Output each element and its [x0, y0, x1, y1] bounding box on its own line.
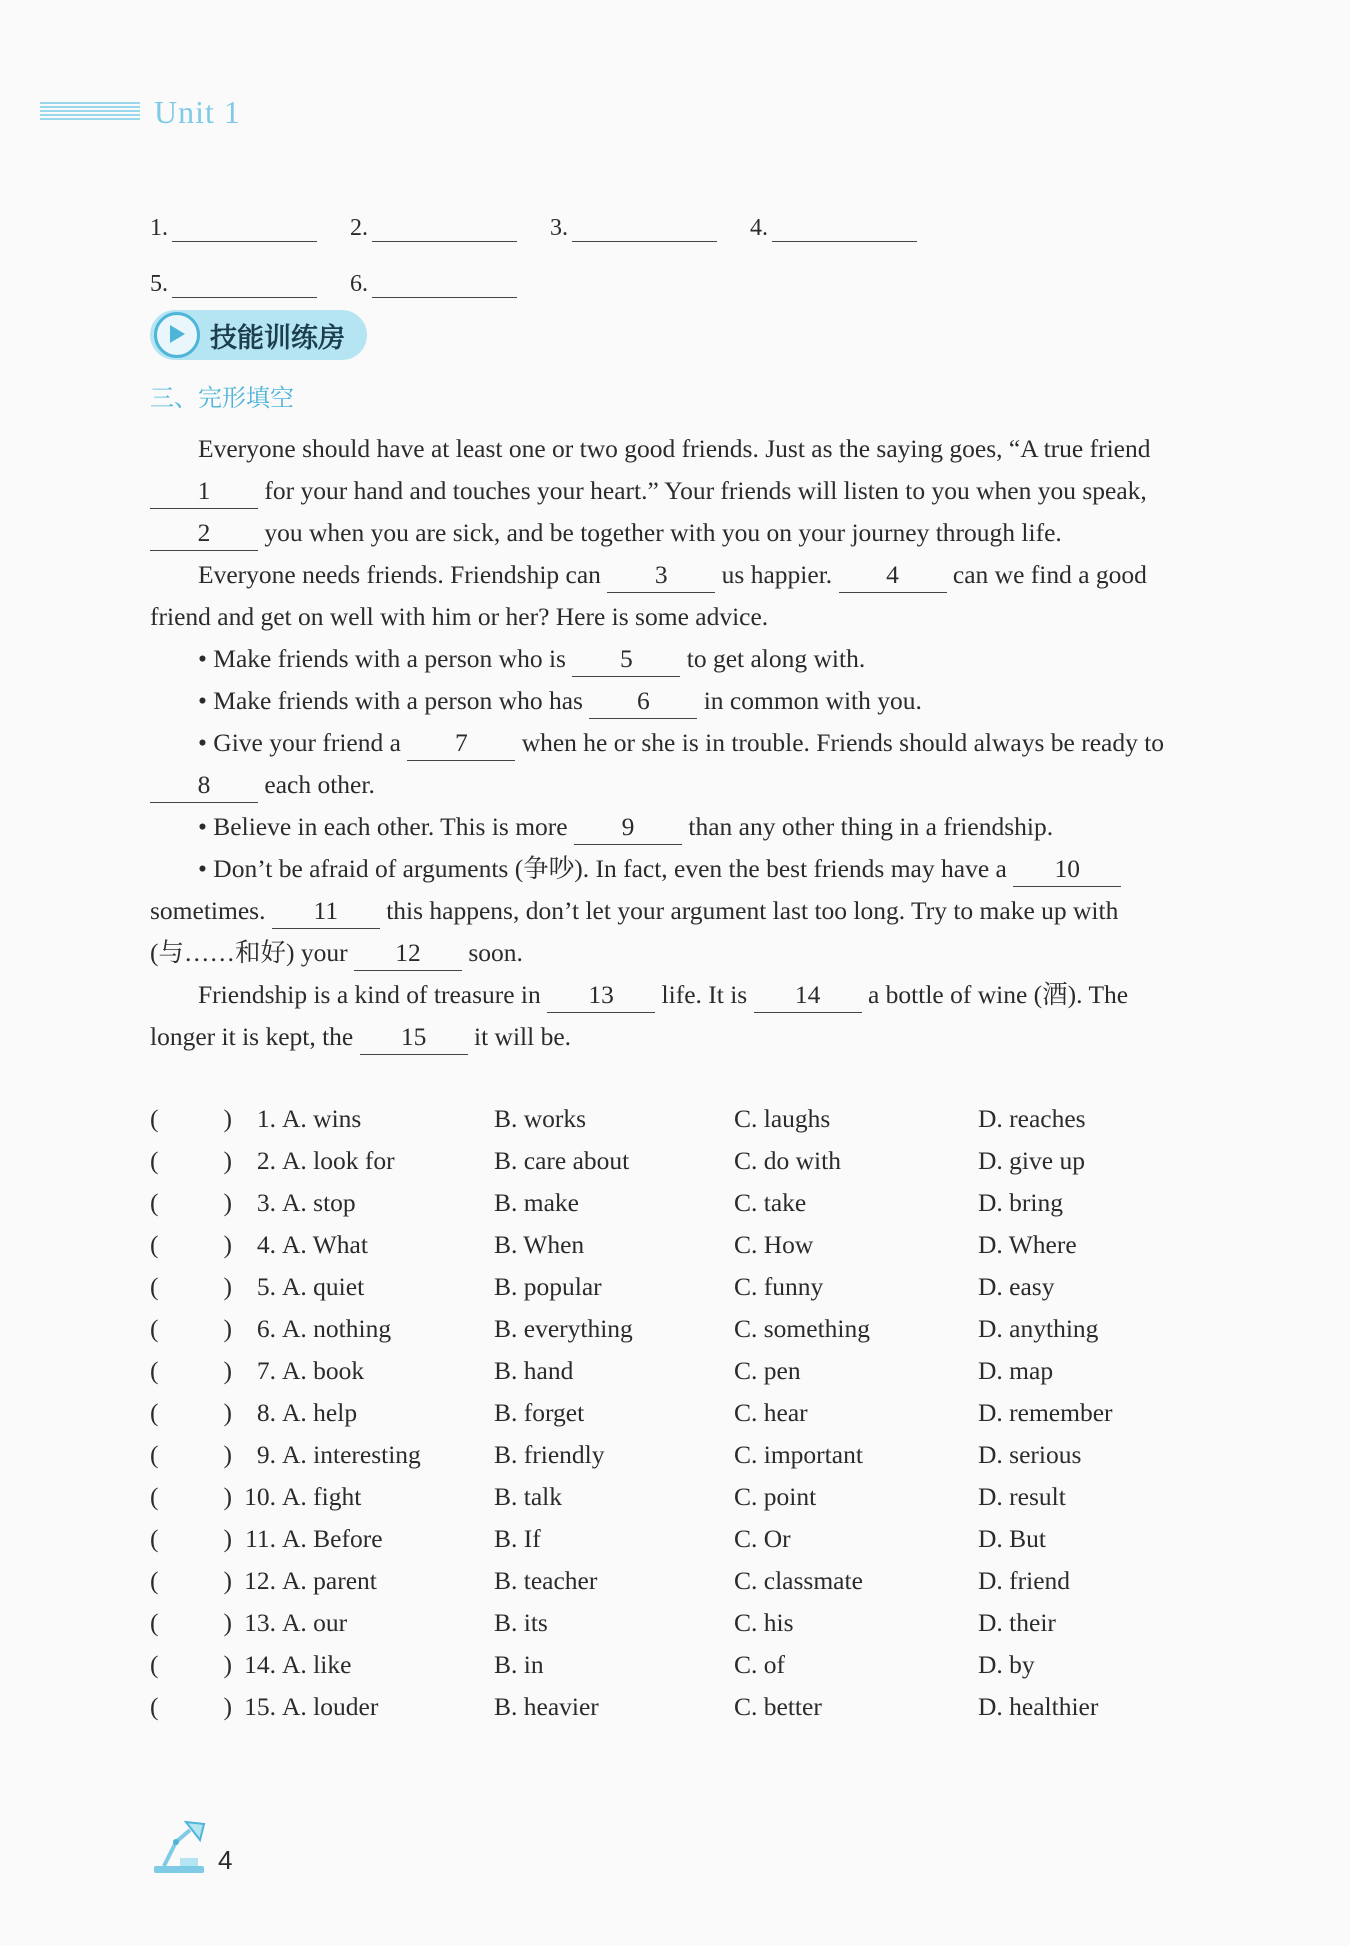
option-a: A. stop — [282, 1188, 356, 1217]
answer-bracket[interactable] — [150, 1272, 240, 1302]
option-c: C. classmate — [734, 1566, 863, 1595]
option-d: D. reaches — [978, 1104, 1086, 1133]
option-b: B. forget — [494, 1398, 585, 1427]
bracket-close: ) — [223, 1650, 232, 1679]
cloze-blank: 7 — [407, 726, 515, 761]
question-row — [150, 1686, 1200, 1728]
answer-bracket[interactable] — [150, 1650, 240, 1680]
answer-bracket[interactable] — [150, 1608, 240, 1638]
cloze-blank: 2 — [150, 516, 258, 551]
answer-label: 4. — [750, 215, 768, 241]
question-row — [150, 1266, 1200, 1308]
answer-label: 6. — [350, 271, 368, 297]
option-d: D. anything — [978, 1314, 1099, 1343]
bracket-close: ) — [223, 1608, 232, 1637]
bracket-open: ( — [150, 1272, 159, 1301]
passage-text: this happens, don’t let your argument last too long. Try to make up with (与……和好) your — [150, 896, 1119, 967]
cloze-blank: 1 — [150, 474, 258, 509]
passage-text: a bottle of wine (酒). The longer it is kept, the — [150, 980, 1129, 1051]
play-icon — [154, 312, 200, 358]
answer-blanks — [150, 186, 1050, 298]
bracket-close: ) — [223, 1104, 232, 1133]
passage-text: you when you are sick, and be together with you on your journey through life. — [258, 518, 1062, 547]
cloze-blank: 11 — [272, 894, 380, 929]
bracket-close: ) — [223, 1188, 232, 1217]
cloze-blank: 4 — [839, 558, 947, 593]
passage-text: Everyone needs friends. Friendship can — [198, 560, 608, 589]
bracket-close: ) — [223, 1692, 232, 1721]
bracket-close: ) — [223, 1272, 232, 1301]
cloze-blank: 9 — [574, 810, 682, 845]
answer-input[interactable] — [772, 217, 917, 242]
paragraph — [150, 974, 1180, 1058]
passage-text: when he or she is in trouble. Friends should always be ready to — [515, 728, 1165, 757]
bracket-close: ) — [223, 1482, 232, 1511]
option-a: A. interesting — [282, 1440, 421, 1469]
option-d: D. map — [978, 1356, 1054, 1385]
section-title: 三、完形填空 — [150, 384, 294, 412]
answer-bracket[interactable] — [150, 1398, 240, 1428]
question-row — [150, 1392, 1200, 1434]
option-a: A. like — [282, 1650, 352, 1679]
option-d: D. their — [978, 1608, 1056, 1637]
option-c: C. important — [734, 1440, 863, 1469]
option-a: A. What — [282, 1230, 368, 1259]
page-number: 4 — [218, 1845, 233, 1875]
answer-input[interactable] — [172, 217, 317, 242]
option-b: B. everything — [494, 1314, 633, 1343]
option-d: D. Where — [978, 1230, 1077, 1259]
bracket-open: ( — [150, 1524, 159, 1553]
cloze-blank: 14 — [754, 978, 862, 1013]
bracket-open: ( — [150, 1440, 159, 1469]
question-number: 5. — [256, 1272, 276, 1301]
answer-bracket[interactable] — [150, 1440, 240, 1470]
question-row — [150, 1518, 1200, 1560]
bracket-open: ( — [150, 1104, 159, 1133]
answer-bracket[interactable] — [150, 1482, 240, 1512]
answer-item — [750, 215, 950, 242]
desk-lamp-icon — [150, 1818, 212, 1876]
answer-row — [150, 242, 1050, 298]
option-b: B. teacher — [494, 1566, 598, 1595]
question-number: 14. — [244, 1650, 276, 1679]
answer-bracket[interactable] — [150, 1230, 240, 1260]
option-c: C. point — [734, 1482, 817, 1511]
option-b: B. If — [494, 1524, 541, 1553]
bracket-open: ( — [150, 1482, 159, 1511]
answer-bracket[interactable] — [150, 1104, 240, 1134]
option-d: D. by — [978, 1650, 1035, 1679]
cloze-blank: 12 — [354, 936, 462, 971]
passage-text: in common with you. — [697, 686, 922, 715]
passage-text: Everyone should have at least one or two good friends. Just as the saying goes, “A true friend — [198, 434, 1151, 463]
option-b: B. friendly — [494, 1440, 605, 1469]
option-c: C. of — [734, 1650, 785, 1679]
option-c: C. How — [734, 1230, 814, 1259]
option-b: B. care about — [494, 1146, 630, 1175]
option-a: A. our — [282, 1608, 348, 1637]
option-b: B. hand — [494, 1356, 574, 1385]
answer-label: 5. — [150, 271, 168, 297]
option-d: D. remember — [978, 1398, 1113, 1427]
question-number: 11. — [245, 1524, 276, 1553]
bracket-open: ( — [150, 1314, 159, 1343]
option-a: A. wins — [282, 1104, 362, 1133]
answer-label: 3. — [550, 215, 568, 241]
question-number: 10. — [244, 1482, 276, 1511]
option-c: C. take — [734, 1188, 807, 1217]
banner-title: 技能训练房 — [210, 322, 345, 354]
options-list — [150, 1098, 1200, 1728]
option-b: B. in — [494, 1650, 544, 1679]
answer-item — [350, 215, 550, 242]
passage-text: can we find a good friend and get on well with him or her? Here is some advice. — [150, 560, 1147, 631]
bracket-open: ( — [150, 1692, 159, 1721]
page-footer — [150, 1818, 232, 1876]
question-number: 8. — [256, 1398, 276, 1427]
option-d: D. give up — [978, 1146, 1085, 1175]
answer-bracket[interactable] — [150, 1566, 240, 1596]
question-row — [150, 1182, 1200, 1224]
answer-input[interactable] — [172, 273, 317, 298]
passage-text: Friendship is a kind of treasure in — [198, 980, 548, 1009]
question-number: 3. — [256, 1188, 276, 1217]
answer-bracket[interactable] — [150, 1146, 240, 1176]
option-c: C. laughs — [734, 1104, 831, 1133]
answer-bracket[interactable] — [150, 1692, 240, 1722]
advice-item — [150, 806, 1180, 848]
option-c: C. funny — [734, 1272, 824, 1301]
advice-item — [150, 848, 1180, 974]
answer-input[interactable] — [372, 217, 517, 242]
option-b: B. make — [494, 1188, 579, 1217]
option-d: D. But — [978, 1524, 1047, 1553]
bracket-open: ( — [150, 1650, 159, 1679]
bracket-open: ( — [150, 1566, 159, 1595]
passage-text: • Make friends with a person who has — [198, 686, 590, 715]
option-a: A. Before — [282, 1524, 383, 1553]
question-number: 4. — [256, 1230, 276, 1259]
skills-banner — [150, 310, 367, 360]
question-number: 1. — [256, 1104, 276, 1133]
answer-item — [150, 271, 350, 298]
passage-text: life. It is — [655, 980, 754, 1009]
cloze-blank: 8 — [150, 768, 258, 803]
bracket-open: ( — [150, 1188, 159, 1217]
cloze-blank: 6 — [589, 684, 697, 719]
option-d: D. healthier — [978, 1692, 1099, 1721]
answer-item — [350, 271, 550, 298]
passage-text: it will be. — [467, 1022, 572, 1051]
question-number: 6. — [256, 1314, 276, 1343]
question-row — [150, 1476, 1200, 1518]
option-b: B. talk — [494, 1482, 562, 1511]
answer-bracket[interactable] — [150, 1188, 240, 1218]
option-a: A. nothing — [282, 1314, 392, 1343]
answer-input[interactable] — [572, 217, 717, 242]
passage-text: • Give your friend a — [198, 728, 408, 757]
option-b: B. heavier — [494, 1692, 599, 1721]
passage-text: us happier. — [715, 560, 839, 589]
question-number: 12. — [244, 1566, 276, 1595]
advice-item — [150, 722, 1180, 806]
passage-text: • Make friends with a person who is — [198, 644, 573, 673]
question-row — [150, 1434, 1200, 1476]
answer-label: 1. — [150, 215, 168, 241]
passage-text: • Don’t be afraid of arguments (争吵). In fact, even the best friends may have a — [198, 854, 1014, 883]
bracket-close: ) — [223, 1440, 232, 1469]
option-c: C. pen — [734, 1356, 801, 1385]
answer-bracket[interactable] — [150, 1524, 240, 1554]
question-number: 2. — [256, 1146, 276, 1175]
option-a: A. louder — [282, 1692, 379, 1721]
passage-text: to get along with. — [680, 644, 866, 673]
question-row — [150, 1098, 1200, 1140]
question-row — [150, 1308, 1200, 1350]
cloze-blank: 3 — [607, 558, 715, 593]
answer-item — [150, 215, 350, 242]
answer-row — [150, 186, 1050, 242]
bracket-close: ) — [223, 1230, 232, 1259]
option-c: C. better — [734, 1692, 822, 1721]
advice-item — [150, 638, 1180, 680]
cloze-passage — [150, 428, 1180, 1058]
passage-text: soon. — [461, 938, 523, 967]
bracket-close: ) — [223, 1398, 232, 1427]
paragraph — [150, 428, 1180, 554]
option-a: A. help — [282, 1398, 358, 1427]
bracket-open: ( — [150, 1608, 159, 1637]
bracket-open: ( — [150, 1230, 159, 1259]
question-row — [150, 1602, 1200, 1644]
option-a: A. fight — [282, 1482, 362, 1511]
question-number: 15. — [244, 1692, 276, 1721]
question-row — [150, 1644, 1200, 1686]
cloze-blank: 5 — [572, 642, 680, 677]
cloze-blank: 13 — [547, 978, 655, 1013]
option-b: B. popular — [494, 1272, 602, 1301]
question-number: 9. — [256, 1440, 276, 1469]
option-c: C. his — [734, 1608, 794, 1637]
cloze-blank: 15 — [360, 1020, 468, 1055]
answer-bracket[interactable] — [150, 1356, 240, 1386]
option-d: D. result — [978, 1482, 1066, 1511]
unit-title: Unit 1 — [154, 93, 241, 130]
answer-label: 2. — [350, 215, 368, 241]
question-number: 7. — [256, 1356, 276, 1385]
option-d: D. friend — [978, 1566, 1071, 1595]
bracket-close: ) — [223, 1524, 232, 1553]
page-header — [40, 92, 241, 132]
option-b: B. When — [494, 1230, 585, 1259]
bracket-open: ( — [150, 1146, 159, 1175]
question-row — [150, 1140, 1200, 1182]
bracket-close: ) — [223, 1566, 232, 1595]
question-row — [150, 1224, 1200, 1266]
passage-text: for your hand and touches your heart.” Your friends will listen to you when you speak, — [258, 476, 1147, 505]
option-a: A. book — [282, 1356, 365, 1385]
bracket-open: ( — [150, 1398, 159, 1427]
answer-item — [550, 215, 750, 242]
advice-item — [150, 680, 1180, 722]
option-a: A. parent — [282, 1566, 377, 1595]
option-b: B. its — [494, 1608, 548, 1637]
cloze-blank: 10 — [1013, 852, 1121, 887]
bracket-close: ) — [223, 1356, 232, 1385]
bracket-close: ) — [223, 1314, 232, 1343]
option-d: D. easy — [978, 1272, 1055, 1301]
option-c: C. hear — [734, 1398, 808, 1427]
question-number: 13. — [244, 1608, 276, 1637]
option-a: A. quiet — [282, 1272, 365, 1301]
option-d: D. serious — [978, 1440, 1082, 1469]
option-a: A. look for — [282, 1146, 395, 1175]
option-c: C. something — [734, 1314, 871, 1343]
option-c: C. Or — [734, 1524, 791, 1553]
bracket-open: ( — [150, 1356, 159, 1385]
question-row — [150, 1560, 1200, 1602]
passage-text: each other. — [258, 770, 375, 799]
passage-text: • Believe in each other. This is more — [198, 812, 574, 841]
question-row — [150, 1350, 1200, 1392]
passage-text: sometimes. — [150, 896, 272, 925]
passage-text: than any other thing in a friendship. — [682, 812, 1054, 841]
option-c: C. do with — [734, 1146, 841, 1175]
paragraph — [150, 554, 1180, 638]
answer-bracket[interactable] — [150, 1314, 240, 1344]
bracket-close: ) — [223, 1146, 232, 1175]
answer-input[interactable] — [372, 273, 517, 298]
option-b: B. works — [494, 1104, 587, 1133]
header-stripes — [40, 102, 140, 122]
option-d: D. bring — [978, 1188, 1063, 1217]
